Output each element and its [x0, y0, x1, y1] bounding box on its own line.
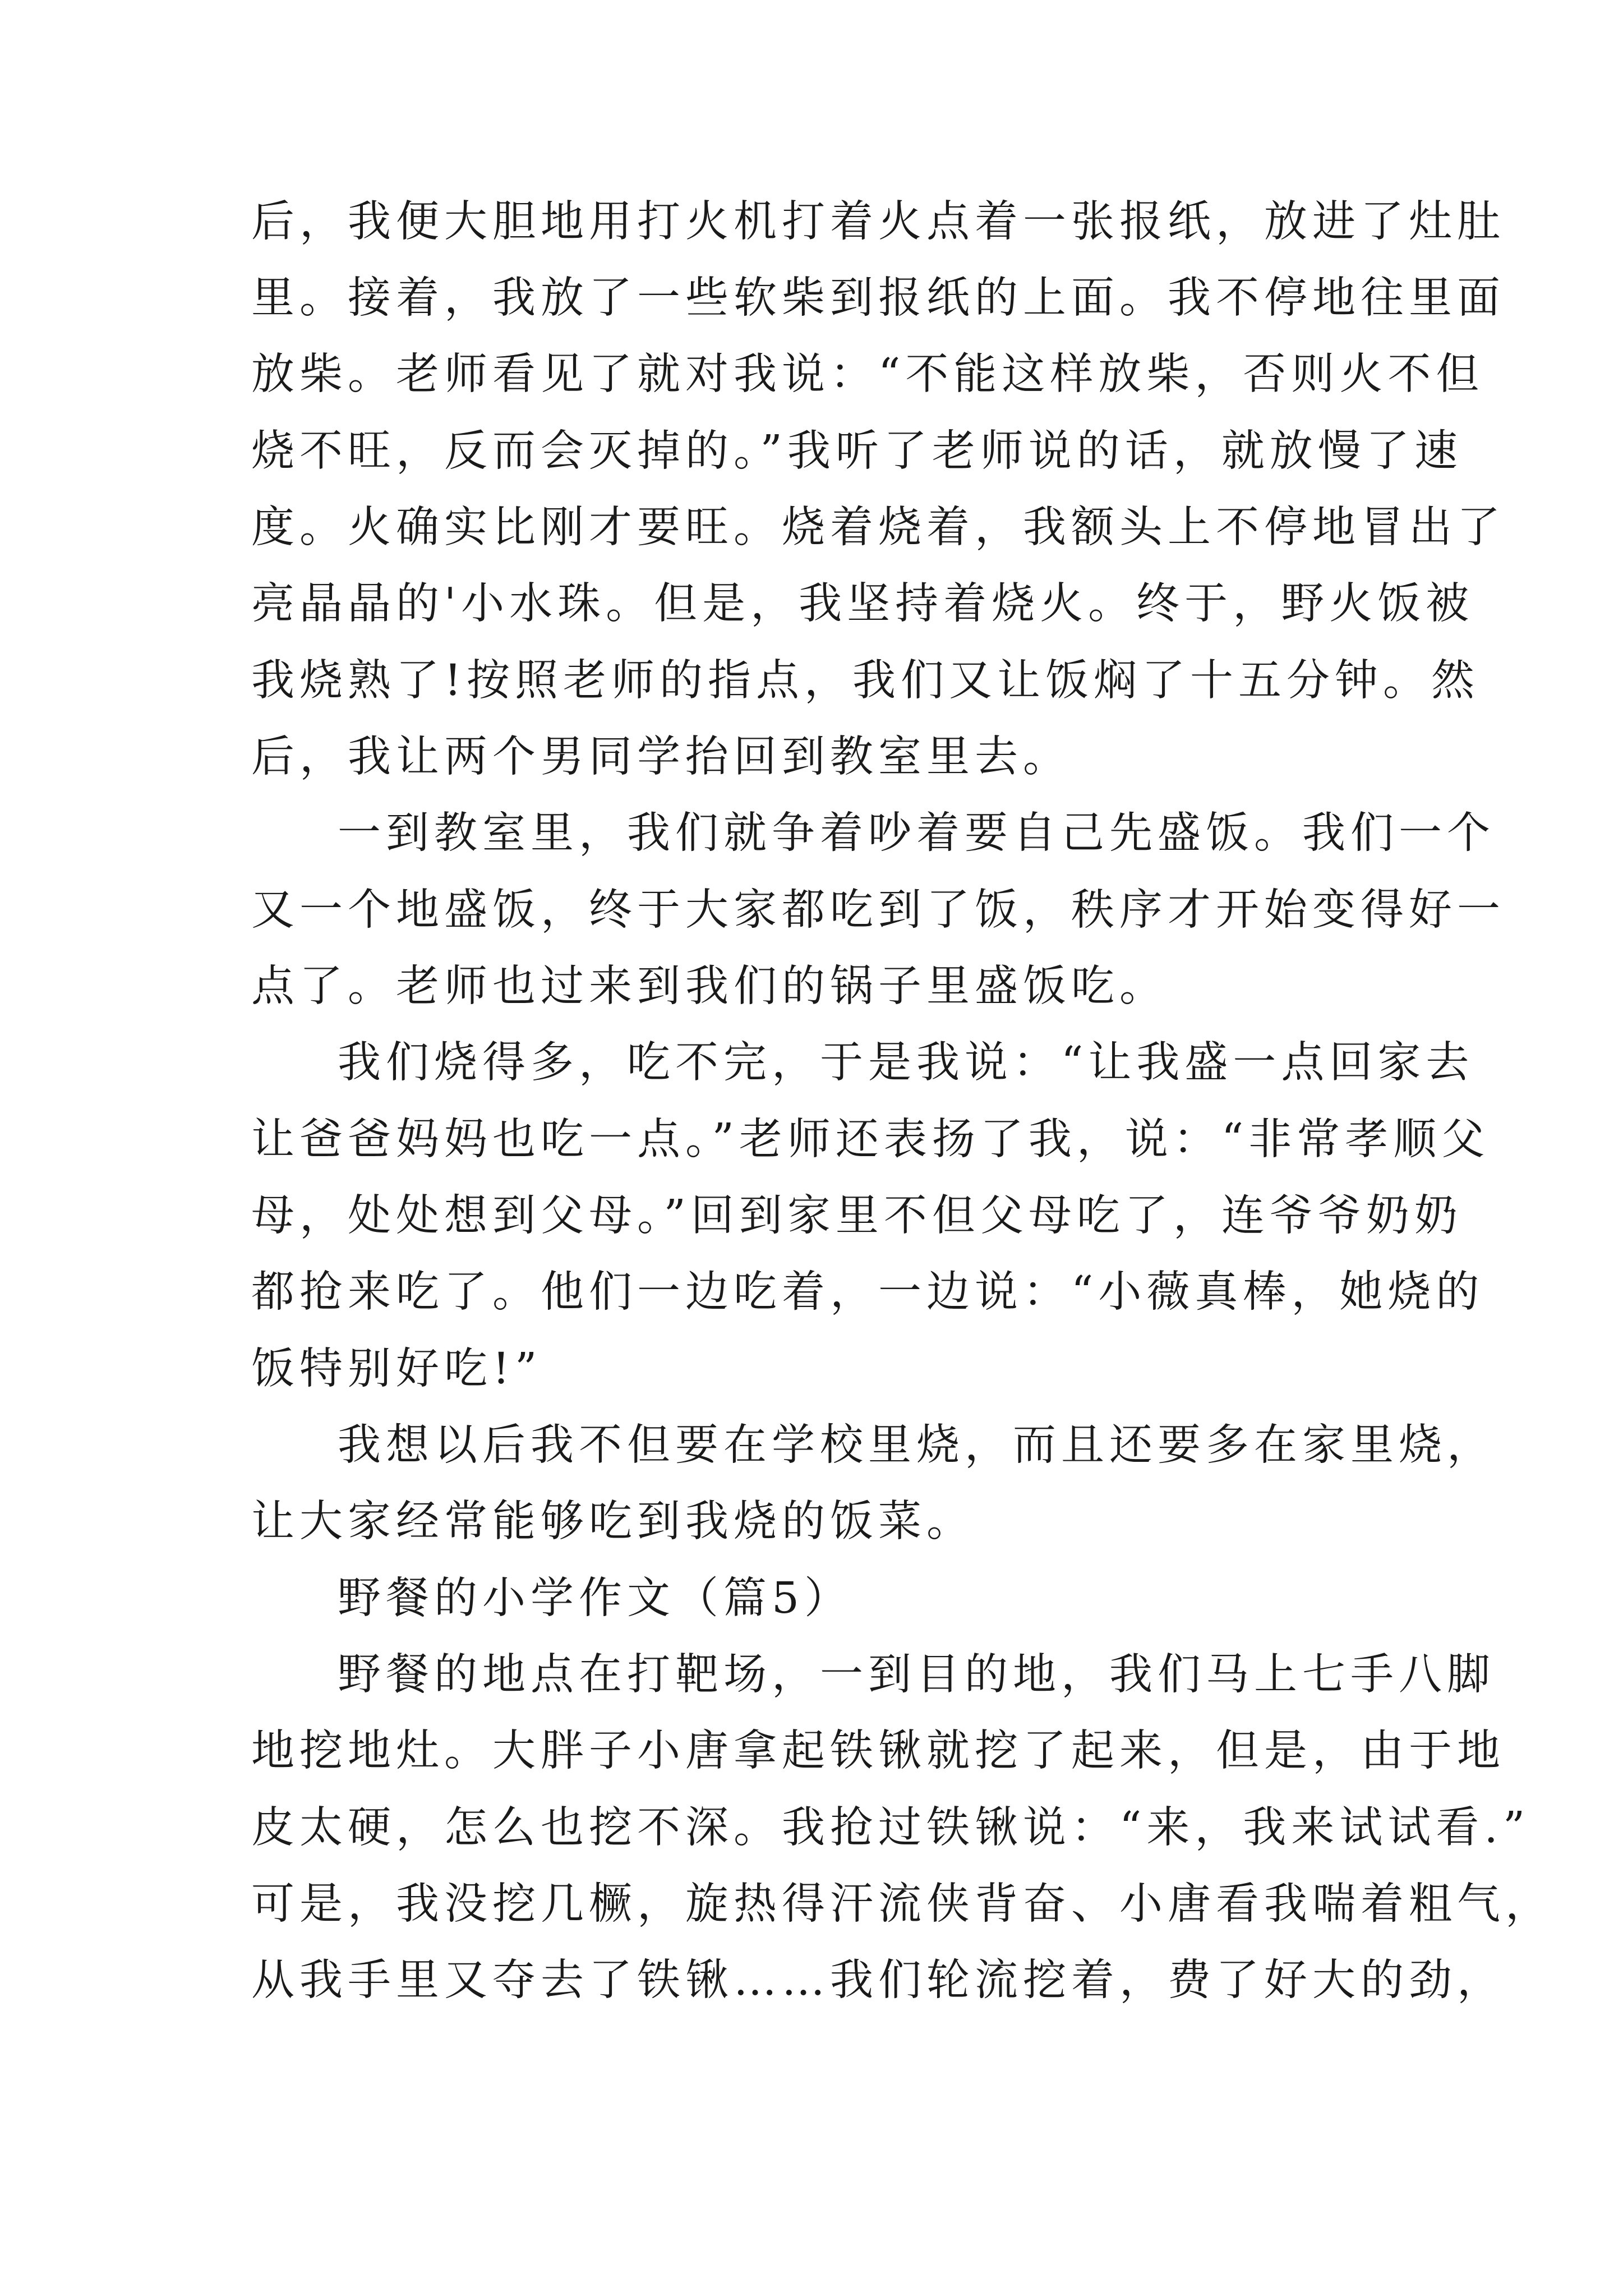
paragraph-first-line: 野餐的地点在打靶场，一到目的地，我们马上七手八脚: [338, 1650, 1495, 1700]
text-line: 母，处处想到父母。”回到家里不但父母吃了，连爷爷奶奶: [251, 1191, 1463, 1241]
text-line: 地挖地灶。大胖子小唐拿起铁锹就挖了起来，但是，由于地: [251, 1726, 1505, 1776]
paragraph-first-line: 一到教室里，我们就争着吵着要自己先盛饭。我们一个: [338, 808, 1495, 858]
text-line: 饭特别好吃!”: [251, 1344, 542, 1394]
text-line: 皮太硬，怎么也挖不深。我抢过铁锹说：“来，我来试试看.”: [251, 1803, 1530, 1853]
paragraph-first-line: 我们烧得多，吃不完，于是我说：“让我盛一点回家去: [338, 1038, 1474, 1088]
paragraph-first-line: 我想以后我不但要在学校里烧，而且还要多在家里烧，: [338, 1420, 1495, 1470]
text-line: 亮晶晶的'小水珠。但是，我坚持着烧火。终于，野火饭被: [251, 579, 1474, 629]
text-line: 烧不旺，反而会灭掉的。”我听了老师说的话，就放慢了速: [251, 426, 1463, 476]
text-line: 里。接着，我放了一些软柴到报纸的上面。我不停地往里面: [251, 273, 1505, 323]
text-line: 点了。老师也过来到我们的锅子里盛饭吃。: [251, 961, 1168, 1011]
text-line: 度。火确实比刚才要旺。烧着烧着，我额头上不停地冒出了: [251, 503, 1505, 553]
text-line: 让大家经常能够吃到我烧的饭菜。: [251, 1497, 975, 1547]
text-line: 我烧熟了!按照老师的指点，我们又让饭焖了十五分钟。然: [251, 656, 1479, 706]
text-line: 让爸爸妈妈也吃一点。”老师还表扬了我，说：“非常孝顺父: [251, 1115, 1490, 1165]
text-line: 又一个地盛饭，终于大家都吃到了饭，秩序才开始变得好一: [251, 885, 1505, 935]
text-line: 都抢来吃了。他们一边吃着，一边说：“小薇真棒，她烧的: [251, 1267, 1484, 1317]
text-line: 后，我让两个男同学抬回到教室里去。: [251, 732, 1071, 782]
text-line: 从我手里又夺去了铁锹……我们轮流挖着，费了好大的劲，: [251, 1955, 1505, 2005]
section-heading: 野餐的小学作文（篇5）: [338, 1573, 852, 1623]
text-line: 后，我便大胆地用打火机打着火点着一张报纸，放进了灶肚: [251, 197, 1505, 247]
text-line: 可是，我没挖几橛，旋热得汗流侠背奋、小唐看我喘着粗气，: [251, 1879, 1553, 1929]
text-line: 放柴。老师看见了就对我说：“不能这样放柴，否则火不但: [251, 349, 1484, 399]
